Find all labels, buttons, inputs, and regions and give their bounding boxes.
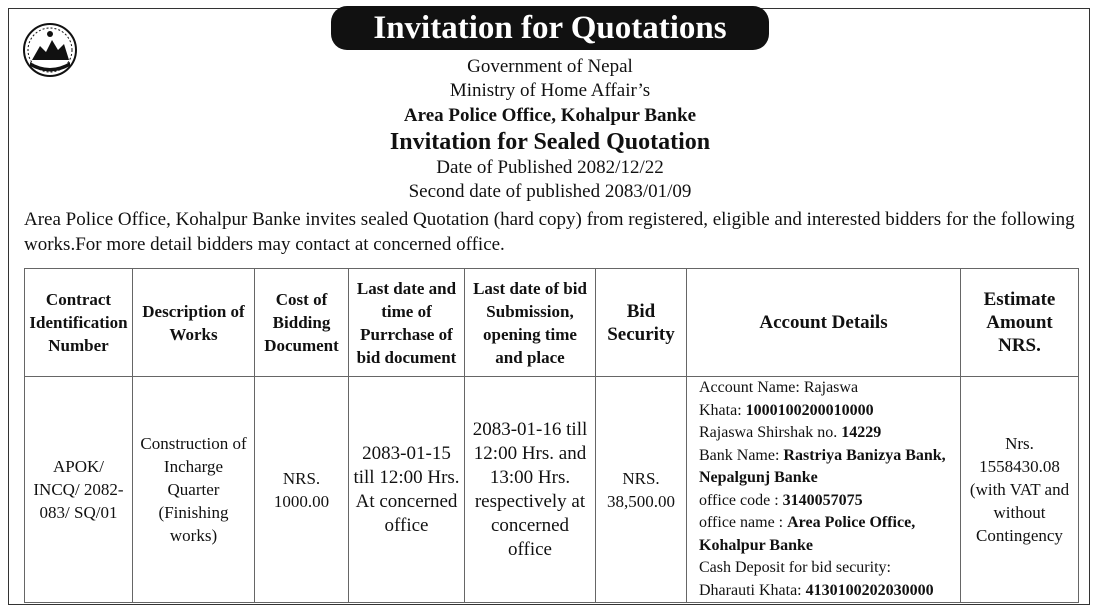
cell-account-details: [687, 377, 961, 603]
cell-bid-security: NRS. 38,500.00: [596, 377, 687, 603]
office-name-value: Area Police Office, Kohalpur Banke: [699, 514, 916, 554]
col-header-estimate: Estimate Amount NRS.: [961, 269, 1079, 377]
intro-paragraph: Area Police Office, Kohalpur Banke invites sealed Quotation (hard copy) from registered, eligible and interested bidders for the following works.For more detail bidders may contact at concerned office.: [24, 209, 1075, 255]
header-ministry: Ministry of Home Affair’s: [449, 80, 651, 101]
header-second-publish-date: Second date of published 2083/01/09: [408, 181, 692, 202]
quotation-table: [24, 268, 1079, 603]
account-shirshak: Rajaswa Shirshak no. 14229: [699, 424, 882, 441]
col-header-account-details: Account Details: [687, 269, 961, 377]
account-office-name: office name : Area Police Office, Kohalpur Banke: [699, 514, 916, 554]
cell-purchase-deadline: 2083-01-15 till 12:00 Hrs. At concerned office: [349, 377, 465, 603]
col-header-bid-security: Bid Security: [596, 269, 687, 377]
header-office: Area Police Office, Kohalpur Banke: [403, 105, 697, 126]
account-cash-deposit: Cash Deposit for bid security:: [699, 559, 891, 576]
cell-contract-id: APOK/ INCQ/ 2082-083/ SQ/01: [25, 377, 133, 603]
page-title: Invitation for Quotations: [331, 6, 769, 50]
notice-header: [0, 55, 1100, 204]
cell-description: Construction of Incharge Quarter (Finishing works): [133, 377, 255, 603]
dharauti-number: 4130100202030000: [805, 581, 934, 599]
col-header-cost: Cost of Bidding Document: [255, 269, 349, 377]
cell-submission-deadline: 2083-01-16 till 12:00 Hrs. and 13:00 Hrs. respectively at concerned office: [465, 377, 596, 603]
office-code-number: 3140057075: [782, 491, 863, 509]
table-row: [25, 377, 1079, 603]
header-government: Government of Nepal: [467, 56, 633, 77]
account-dharauti: Dharauti Khata: 4130100202030000: [699, 581, 934, 599]
col-header-submission-deadline: Last date of bid Submission, opening time and place: [465, 269, 596, 377]
bank-name: Rastriya Banizya Bank, Nepalgunj Banke: [699, 446, 946, 486]
col-header-contract-id: Contract Identification Number: [25, 269, 133, 377]
header-invitation: Invitation for Sealed Quotation: [389, 129, 711, 155]
table-header-row: [25, 269, 1079, 377]
khata-number: 1000100200010000: [745, 401, 874, 419]
cell-cost: NRS. 1000.00: [255, 377, 349, 603]
account-name: Account Name: Rajaswa: [699, 379, 859, 396]
account-khata: Khata: 1000100200010000: [699, 401, 874, 419]
col-header-description: Description of Works: [133, 269, 255, 377]
account-office-code: office code : 3140057075: [699, 491, 863, 509]
col-header-purchase-deadline: Last date and time of Purrchase of bid document: [349, 269, 465, 377]
account-bank: Bank Name: Rastriya Banizya Bank, Nepalgunj Banke: [699, 446, 946, 486]
header-publish-date: Date of Published 2082/12/22: [436, 157, 664, 178]
cell-estimate: Nrs. 1558430.08 (with VAT and without Contingency: [961, 377, 1079, 603]
shirshak-number: 14229: [841, 424, 882, 441]
